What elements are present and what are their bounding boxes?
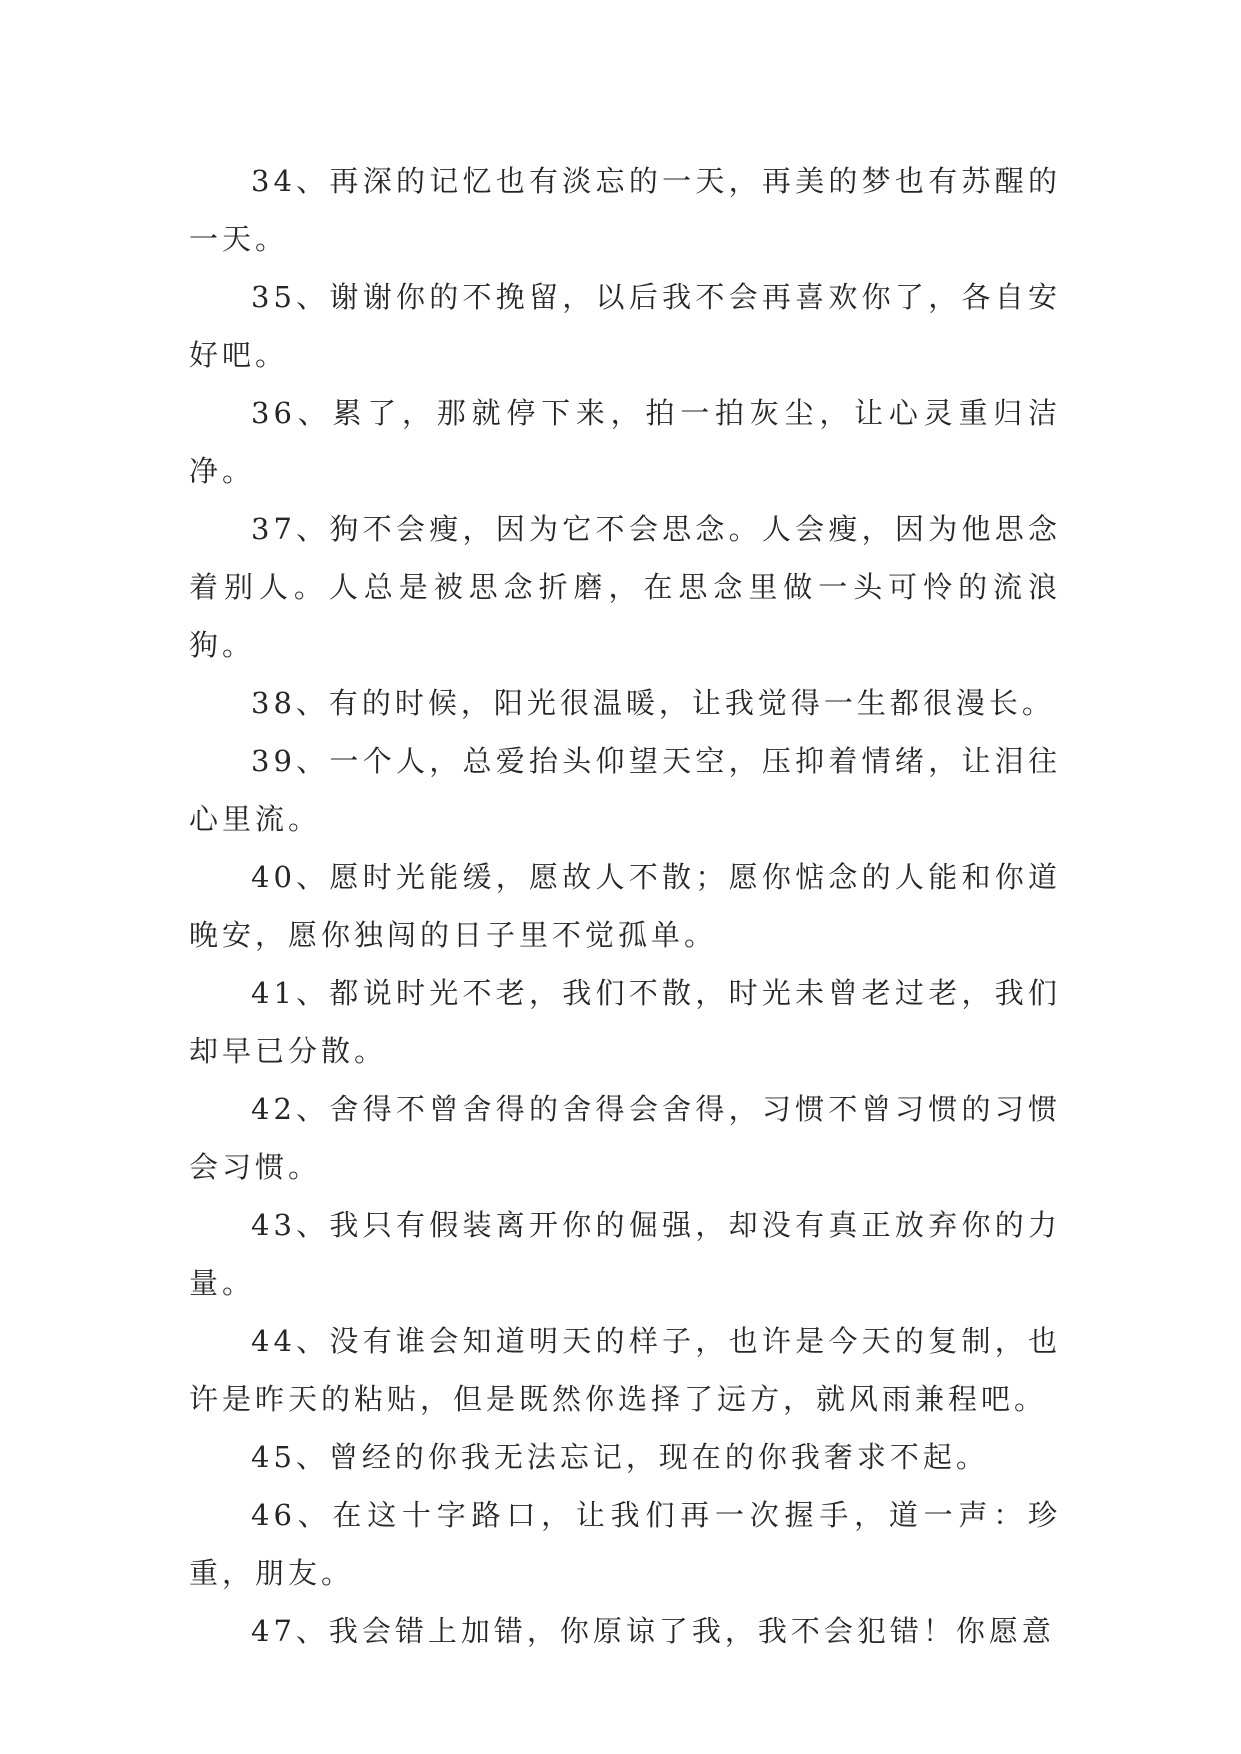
- paragraph-47: 47、我会错上加错，你原谅了我，我不会犯错！你愿意: [251, 1614, 1055, 1648]
- paragraph-45: 45、曾经的你我无法忘记，现在的你我奢求不起。: [251, 1440, 989, 1474]
- paragraph-42: 42、舍得不曾舍得的舍得会舍得，习惯不曾习惯的习惯会习惯。: [189, 1092, 1061, 1184]
- paragraph-41: 41、都说时光不老，我们不散，时光未曾老过老，我们却早已分散。: [189, 976, 1061, 1068]
- paragraph-39: 39、一个人，总爱抬头仰望天空，压抑着情绪，让泪往心里流。: [189, 744, 1061, 836]
- paragraph-38: 38、有的时候，阳光很温暖，让我觉得一生都很漫长。: [251, 686, 1055, 720]
- paragraph-40: 40、愿时光能缓，愿故人不散；愿你惦念的人能和你道晚安，愿你独闯的日子里不觉孤单。: [189, 860, 1061, 952]
- paragraph-35: 35、谢谢你的不挽留，以后我不会再喜欢你了，各自安好吧。: [189, 280, 1061, 372]
- paragraph-44: 44、没有谁会知道明天的样子，也许是今天的复制，也许是昨天的粘贴，但是既然你选择了远方，就风雨兼程吧。: [189, 1324, 1061, 1416]
- paragraph-34: 34、再深的记忆也有淡忘的一天，再美的梦也有苏醒的一天。: [189, 164, 1061, 256]
- paragraph-46: 46、在这十字路口，让我们再一次握手，道一声：珍重，朋友。: [189, 1498, 1061, 1590]
- document-body: [189, 152, 1061, 1660]
- paragraph-43: 43、我只有假装离开你的倔强，却没有真正放弃你的力量。: [189, 1208, 1061, 1300]
- paragraph-37: 37、狗不会瘦，因为它不会思念。人会瘦，因为他思念着别人。人总是被思念折磨，在思念里做一头可怜的流浪狗。: [189, 512, 1061, 662]
- paragraph-36: 36、累了，那就停下来，拍一拍灰尘，让心灵重归洁净。: [189, 396, 1061, 488]
